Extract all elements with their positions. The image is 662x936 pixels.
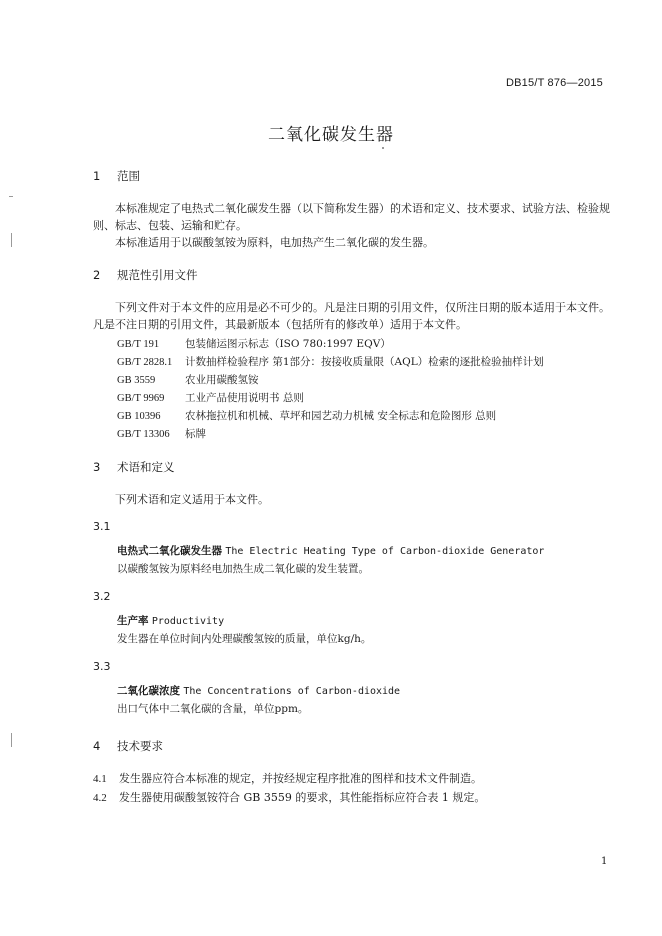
references-intro: 下列文件对于本文件的应用是必不可少的。凡是注日期的引用文件，仅所注日期的版本适用于本文件。凡是不注日期的引用文件，其最新版本（包括所有的修改单）适用于本文件。: [93, 301, 610, 331]
section-4-heading: [93, 738, 163, 754]
reference-title: 计数抽样检验程序 第1部分：按接收质量限（AQL）检索的逐批检验抽样计划: [185, 356, 544, 368]
standard-number: DB15/T 876—2015: [506, 77, 603, 89]
term-definition: 出口气体中二氧化碳的含量，单位ppm。: [117, 703, 309, 715]
section-title: 范围: [117, 169, 140, 183]
scope-paragraph-2: 本标准适用于以碳酸氢铵为原料，电加热产生二氧化碳的发生器。: [115, 236, 434, 249]
reference-item: [117, 354, 544, 369]
section-number: 3: [93, 460, 101, 474]
reference-code: GB/T 2828.1: [117, 357, 173, 368]
reference-code: GB/T 191: [117, 339, 160, 350]
reference-item: [117, 390, 304, 405]
requirement-number: 4.2: [93, 792, 107, 804]
scan-artifact: [382, 147, 384, 149]
term-definition: 以碳酸氢铵为原料经电加热生成二氧化碳的发生装置。: [117, 563, 369, 575]
term-chinese: 电热式二氧化碳发生器: [117, 545, 222, 557]
reference-code: GB/T 9969: [117, 393, 165, 404]
reference-title: 工业产品使用说明书 总则: [185, 392, 304, 404]
term-entry: [117, 613, 224, 628]
requirement-item: [93, 789, 485, 805]
reference-item: [117, 336, 391, 351]
term-english: Productivity: [151, 616, 225, 627]
section-title: 规范性引用文件: [117, 268, 198, 282]
term-number: 3.2: [93, 590, 111, 603]
term-chinese: 二氧化碳浓度: [117, 685, 180, 697]
section-number: 4: [93, 739, 101, 753]
scan-artifact: [11, 733, 12, 747]
reference-code: GB/T 13306: [117, 429, 170, 440]
reference-title: 农业用碳酸氢铵: [185, 374, 259, 386]
page-number: 1: [601, 856, 608, 867]
document-title: 二氧化碳发生器: [268, 125, 394, 145]
term-entry: [117, 543, 544, 558]
reference-item: [117, 426, 206, 441]
section-title: 技术要求: [117, 739, 163, 753]
requirement-text: 发生器应符合本标准的规定，并按经规定程序批准的图样和技术文件制造。: [119, 772, 482, 785]
reference-item: [117, 372, 259, 387]
section-number: 2: [93, 268, 101, 282]
reference-title: 包装储运图示标志（ISO 780:1997 EQV）: [185, 338, 391, 350]
requirement-number: 4.1: [93, 773, 107, 785]
section-title: 术语和定义: [117, 460, 175, 474]
term-english: The Electric Heating Type of Carbon-dioxide Generator: [225, 546, 545, 557]
terms-intro: 下列术语和定义适用于本文件。: [115, 493, 269, 506]
term-entry: [117, 683, 400, 698]
reference-code: GB 3559: [117, 375, 156, 386]
section-3-heading: [93, 459, 175, 475]
term-english: The Concentrations of Carbon-dioxide: [183, 686, 401, 697]
term-number: 3.1: [93, 520, 111, 533]
reference-item: [117, 408, 496, 423]
scope-paragraph-1: 本标准规定了电热式二氧化碳发生器（以下简称发生器）的术语和定义、技术要求、试验方法、检验规则、标志、包装、运输和贮存。: [93, 202, 610, 232]
term-number: 3.3: [93, 660, 111, 673]
section-number: 1: [93, 169, 101, 183]
reference-code: GB 10396: [117, 411, 161, 422]
term-definition: 发生器在单位时间内处理碳酸氢铵的质量，单位kg/h。: [117, 633, 372, 645]
requirement-text: 发生器使用碳酸氢铵符合 GB 3559 的要求，其性能指标应符合表 1 规定。: [119, 791, 486, 804]
scan-artifact: [9, 196, 13, 197]
section-1-heading: [93, 168, 140, 184]
reference-title: 标牌: [185, 428, 206, 440]
scan-artifact: [11, 233, 12, 247]
requirement-item: [93, 770, 482, 786]
term-chinese: 生产率: [117, 615, 149, 627]
reference-title: 农林拖拉机和机械、草坪和园艺动力机械 安全标志和危险图形 总则: [185, 410, 497, 422]
section-2-heading: [93, 267, 198, 283]
